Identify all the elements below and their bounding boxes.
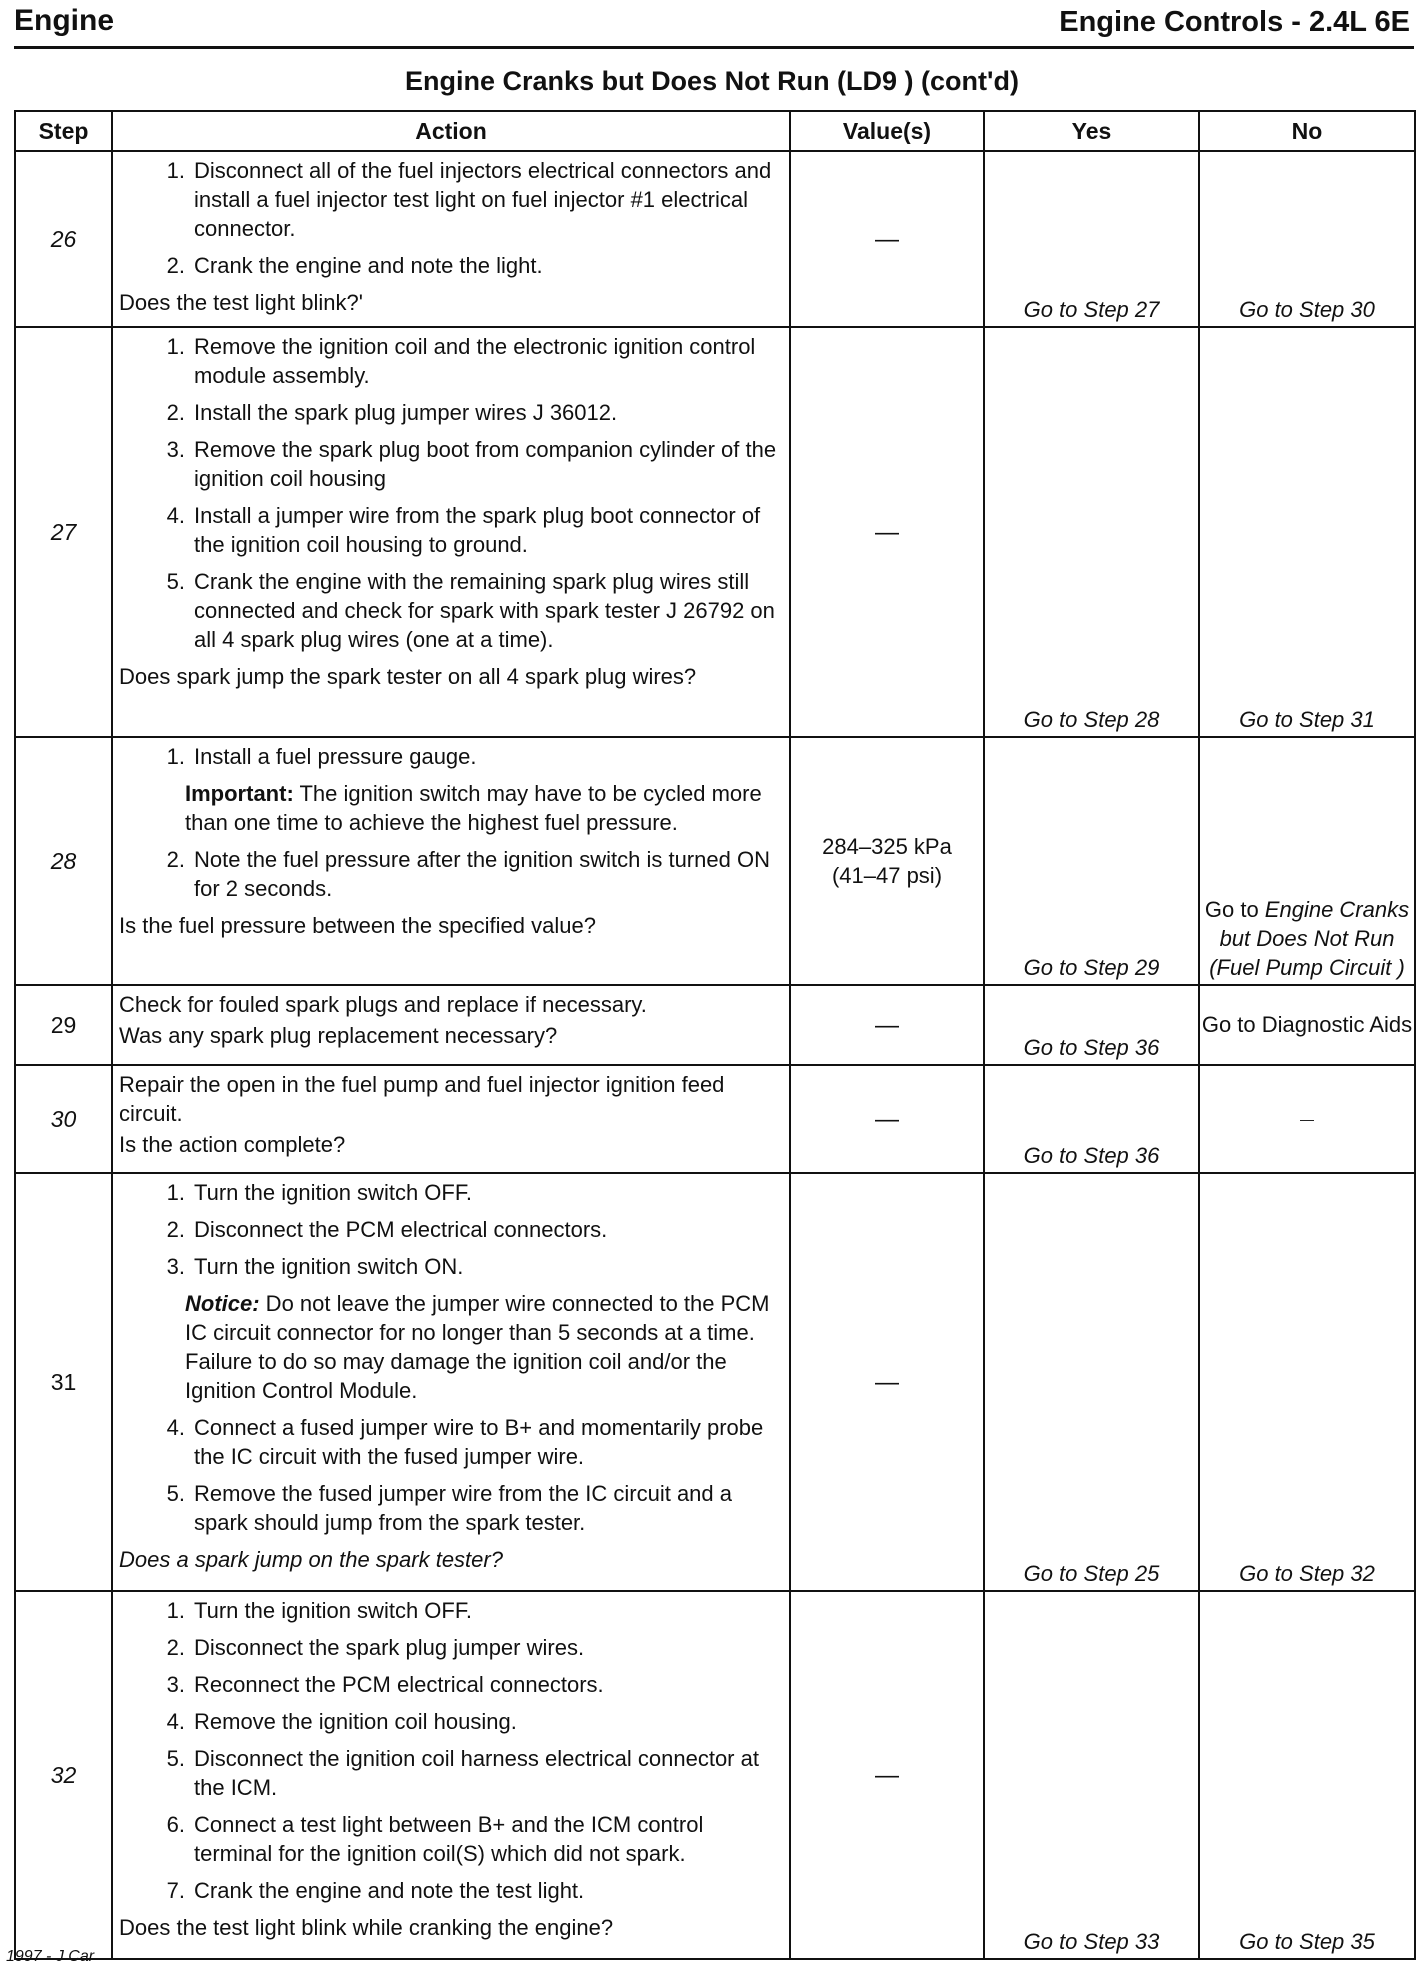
notice-note: Notice: Do not leave the jumper wire connected to the PCM IC circuit connector for no longer than 5 seconds at a time. Failure to do so may damage the ignition coil and/or the Ignition Control Module. bbox=[185, 1291, 770, 1403]
table-row bbox=[15, 737, 1415, 985]
table-header-row bbox=[15, 111, 1415, 151]
step-number: 32 bbox=[15, 1591, 112, 1959]
col-no-header: No bbox=[1199, 111, 1415, 151]
yes-link: Go to Step 25 bbox=[1023, 1561, 1160, 1586]
table-row bbox=[15, 327, 1415, 737]
step-number: 28 bbox=[15, 737, 112, 985]
action-item: 2. Install the spark plug jumper wires J 36012. bbox=[166, 400, 618, 425]
table-row bbox=[15, 1173, 1415, 1591]
header-section-title: Engine bbox=[14, 4, 115, 37]
action-item: 5. Disconnect the ignition coil harness electrical connector at the ICM. bbox=[166, 1746, 759, 1800]
page-title: Engine Cranks but Does Not Run (LD9 ) (cont'd) bbox=[405, 66, 1019, 96]
col-step-header: Step bbox=[15, 111, 112, 151]
yes-cell bbox=[984, 151, 1199, 327]
action-item: 5. Crank the engine with the remaining spark plug wires still connected and check for spark with spark tester J 26792 on all 4 spark plug wires (one at a time). bbox=[166, 569, 775, 652]
action-item: 3. Reconnect the PCM electrical connectors. bbox=[166, 1672, 604, 1697]
yes-cell bbox=[984, 1591, 1199, 1959]
col-yes-header: Yes bbox=[984, 111, 1199, 151]
value-cell: — bbox=[790, 151, 984, 327]
action-cell bbox=[112, 151, 790, 327]
col-values-header: Value(s) bbox=[790, 111, 984, 151]
yes-cell bbox=[984, 737, 1199, 985]
action-item: 5. Remove the fused jumper wire from the IC circuit and a spark should jump from the spark tester. bbox=[166, 1481, 733, 1535]
action-item: 6. Connect a test light between B+ and the ICM control terminal for the ignition coil(S) which did not spark. bbox=[166, 1812, 704, 1866]
action-item: 1. Turn the ignition switch OFF. bbox=[166, 1180, 472, 1205]
action-question: Does spark jump the spark tester on all 4 spark plug wires? bbox=[119, 664, 697, 689]
value-cell: — bbox=[790, 327, 984, 737]
no-link: Go to Diagnostic Aids bbox=[1201, 1012, 1413, 1037]
yes-link: Go to Step 36 bbox=[1023, 1143, 1160, 1168]
value-cell: — bbox=[790, 1065, 984, 1173]
value-psi: (41–47 psi) bbox=[831, 863, 943, 888]
action-item: 1. Disconnect all of the fuel injectors electrical connectors and install a fuel injector test light on fuel injector #1 electrical connector. bbox=[166, 158, 772, 241]
table-row bbox=[15, 151, 1415, 327]
yes-cell bbox=[984, 327, 1199, 737]
action-item: 2. Disconnect the spark plug jumper wires. bbox=[166, 1635, 585, 1660]
step-number: 27 bbox=[15, 327, 112, 737]
action-item: 4. Connect a fused jumper wire to B+ and momentarily probe the IC circuit with the fused jumper wire. bbox=[166, 1415, 764, 1469]
action-item: 2. Note the fuel pressure after the ignition switch is turned ON for 2 seconds. bbox=[166, 847, 770, 901]
step-number: 29 bbox=[15, 985, 112, 1065]
yes-cell bbox=[984, 985, 1199, 1065]
action-item: 7. Crank the engine and note the test light. bbox=[166, 1878, 585, 1903]
action-cell bbox=[112, 737, 790, 985]
no-link: — bbox=[1300, 1111, 1314, 1127]
action-cell bbox=[112, 1173, 790, 1591]
important-note: Important: The ignition switch may have to be cycled more than one time to achieve the highest fuel pressure. bbox=[185, 781, 762, 835]
footer-model-year: 1997 - J Car bbox=[6, 1948, 95, 1965]
action-cell bbox=[112, 1591, 790, 1959]
no-link: Go to Step 31 bbox=[1239, 707, 1375, 732]
yes-cell bbox=[984, 1065, 1199, 1173]
no-cell bbox=[1199, 327, 1415, 737]
action-item: 1. Remove the ignition coil and the electronic ignition control module assembly. bbox=[166, 334, 756, 388]
value-cell: — bbox=[790, 985, 984, 1065]
action-question: Is the fuel pressure between the specified value? bbox=[119, 913, 596, 938]
table-row bbox=[15, 1065, 1415, 1173]
action-cell bbox=[112, 985, 790, 1065]
yes-link: Go to Step 36 bbox=[1023, 1035, 1160, 1060]
no-link: Go to Step 35 bbox=[1239, 1929, 1375, 1954]
no-cell bbox=[1199, 737, 1415, 985]
step-number: 30 bbox=[15, 1065, 112, 1173]
header-rule bbox=[14, 46, 1414, 49]
yes-link: Go to Step 27 bbox=[1023, 297, 1160, 322]
step-number: 31 bbox=[15, 1173, 112, 1591]
header-page-title: Engine Controls - 2.4L 6E bbox=[1059, 6, 1410, 38]
no-cell bbox=[1199, 1173, 1415, 1591]
no-cell bbox=[1199, 985, 1415, 1065]
yes-link: Go to Step 33 bbox=[1023, 1929, 1160, 1954]
action-item: 2. Crank the engine and note the light. bbox=[166, 253, 543, 278]
action-question: Does the test light blink while cranking the engine? bbox=[119, 1915, 614, 1940]
action-item: 1. Turn the ignition switch OFF. bbox=[166, 1598, 472, 1623]
no-cell bbox=[1199, 1065, 1415, 1173]
no-link: Go to Engine Cranks but Does Not Run (Fuel Pump Circuit ) bbox=[1204, 897, 1410, 980]
table-row bbox=[15, 1591, 1415, 1959]
diagnostic-table bbox=[14, 110, 1416, 1960]
action-item: 3. Remove the spark plug boot from companion cylinder of the ignition coil housing bbox=[166, 437, 777, 491]
action-item: 4. Remove the ignition coil housing. bbox=[166, 1709, 517, 1734]
action-question: Was any spark plug replacement necessary? bbox=[119, 1023, 558, 1048]
action-item: 2. Disconnect the PCM electrical connectors. bbox=[166, 1217, 608, 1242]
action-item: 4. Install a jumper wire from the spark plug boot connector of the ignition coil housing to ground. bbox=[166, 503, 761, 557]
value-cell: — bbox=[790, 1591, 984, 1959]
action-line: Repair the open in the fuel pump and fuel injector ignition feed circuit. bbox=[119, 1072, 725, 1126]
step-number: 26 bbox=[15, 151, 112, 327]
col-action-header: Action bbox=[112, 111, 790, 151]
action-question: Does the test light blink?' bbox=[119, 290, 363, 315]
no-cell bbox=[1199, 151, 1415, 327]
action-question: Does a spark jump on the spark tester? bbox=[119, 1547, 503, 1572]
yes-cell bbox=[984, 1173, 1199, 1591]
action-cell bbox=[112, 327, 790, 737]
action-item: 3. Turn the ignition switch ON. bbox=[166, 1254, 464, 1279]
yes-link: Go to Step 28 bbox=[1023, 707, 1160, 732]
value-cell bbox=[790, 737, 984, 985]
table-row bbox=[15, 985, 1415, 1065]
action-line: Check for fouled spark plugs and replace if necessary. bbox=[119, 992, 647, 1017]
value-cell: — bbox=[790, 1173, 984, 1591]
no-link: Go to Step 32 bbox=[1239, 1561, 1375, 1586]
action-item: 1. Install a fuel pressure gauge. bbox=[166, 744, 477, 769]
value-kpa: 284–325 kPa bbox=[822, 834, 952, 859]
no-cell bbox=[1199, 1591, 1415, 1959]
action-cell bbox=[112, 1065, 790, 1173]
action-question: Is the action complete? bbox=[119, 1132, 346, 1157]
yes-link: Go to Step 29 bbox=[1023, 955, 1160, 980]
no-link: Go to Step 30 bbox=[1239, 297, 1375, 322]
